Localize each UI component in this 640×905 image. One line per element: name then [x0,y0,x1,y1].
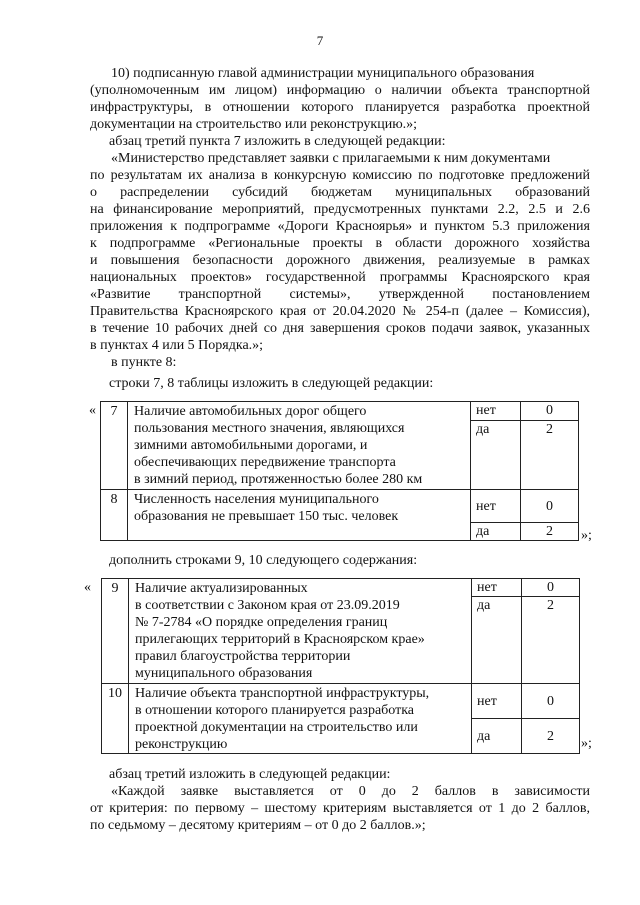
option-score: 2 [522,597,580,684]
option-label: нет [471,490,521,523]
table-row [101,402,579,421]
criterion-line: образования не превышает 150 тыс. человек [134,509,399,524]
criterion-description [128,402,471,490]
option-label: нет [471,402,521,421]
option-score: 0 [522,579,580,597]
text-line: абзац третий изложить в следующей редакции: [109,767,391,782]
criterion-line: Наличие объекта транспортной инфраструктуры, [135,686,430,701]
criteria-table-1 [100,401,579,541]
criterion-line: зимними автомобильными дорогами, и [134,438,368,453]
criterion-line: № 7-2784 «О порядке определения границ [135,615,388,630]
option-label: нет [472,579,522,597]
text-line: в течение 10 рабочих дней со дня завершения сроков подачи заявок, указанных [90,321,590,336]
criterion-description [129,579,472,684]
text-line: к подпрограмме «Региональные проекты в области дорожного хозяйства [90,236,590,251]
text-line: «Министерство представляет заявки с прилагаемыми к ним документами [111,151,551,166]
text-line: инфраструктуры, в отношении которого планируется разработка проектной [90,100,590,115]
text-line: в пункте 8: [111,355,177,370]
criterion-description [129,684,472,754]
option-label: да [471,523,521,541]
text-line: 10) подписанную главой администрации муниципального образования [111,66,535,81]
option-score: 2 [521,523,579,541]
criterion-line: проектной документации на строительство или [135,720,418,735]
criterion-line: в зимний период, протяженностью более 280 км [134,472,423,487]
criterion-line: в отношении которого планируется разработка [135,703,415,718]
text-line: и повышения безопасности дорожного движения, реализуемые в рамках [90,253,590,268]
text-line: на финансирование мероприятий, предусмотренных пунктами 2.2, 2.5 и 2.6 [90,202,590,217]
criterion-line: правил благоустройства территории [135,649,351,664]
table-row [101,490,579,523]
text-line: от критерия: по первому – шестому критериям выставляется от 1 до 2 баллов, [90,801,590,816]
text-line: строки 7, 8 таблицы изложить в следующей редакции: [109,376,434,391]
criterion-line: муниципального образования [135,666,313,681]
row-number: 10 [102,684,129,754]
text-line: национальных проектов» государственной программы Красноярского края [90,270,590,285]
option-score: 2 [521,421,579,490]
criterion-line: прилегающих территорий в Красноярском крае» [135,632,425,647]
table-row [102,579,580,597]
text-line: (уполномоченным им лицом) информацию о наличии объекта транспортной [90,83,590,98]
criterion-line: Наличие актуализированных [135,581,308,596]
open-quote: « [89,403,96,418]
text-line: документации на строительство или реконструкцию.»; [90,117,418,132]
criterion-line: в соответствии с Законом края от 23.09.2019 [135,598,400,613]
row-number: 7 [101,402,128,490]
option-score: 0 [521,490,579,523]
option-label: да [472,719,522,754]
row-number: 8 [101,490,128,541]
criterion-line: реконструкцию [135,737,228,752]
option-label: да [471,421,521,490]
option-score: 0 [521,402,579,421]
option-label: нет [472,684,522,719]
table-row [102,684,580,719]
row-number: 9 [102,579,129,684]
option-score: 2 [522,719,580,754]
text-line: «Каждой заявке выставляется от 0 до 2 баллов в зависимости [111,784,590,799]
criterion-line: пользования местного значения, являющихся [134,421,405,436]
text-line: Правительства Красноярского края от 20.04.2020 № 254-п (далее – Комиссия), [90,304,590,319]
option-score: 0 [522,684,580,719]
criterion-line: Численность населения муниципального [134,492,379,507]
page-number: 7 [316,33,324,48]
text-line: о распределении субсидий бюджетам муниципальных образований [90,185,590,200]
text-line: по результатам их анализа в конкурсную комиссию по подготовке предложений [90,168,590,183]
text-line: по седьмому – десятому критериям – от 0 до 2 баллов.»; [90,818,426,833]
close-quote: »; [581,528,592,543]
criteria-table-2 [101,578,580,754]
text-line: дополнить строками 9, 10 следующего содержания: [109,553,418,568]
open-quote: « [84,580,91,595]
text-line: абзац третий пункта 7 изложить в следующей редакции: [109,134,446,149]
text-line: в пунктах 4 или 5 Порядка.»; [90,338,264,353]
criterion-description [128,490,471,541]
criterion-line: Наличие автомобильных дорог общего [134,404,367,419]
close-quote: »; [581,736,592,751]
text-line: приложения к подпрограмме «Дороги Красноярья» и пунктом 5.3 приложения [90,219,590,234]
text-line: «Развитие транспортной системы», утвержденной постановлением [90,287,590,302]
criterion-line: обеспечивающих передвижение транспорта [134,455,396,470]
option-label: да [472,597,522,684]
